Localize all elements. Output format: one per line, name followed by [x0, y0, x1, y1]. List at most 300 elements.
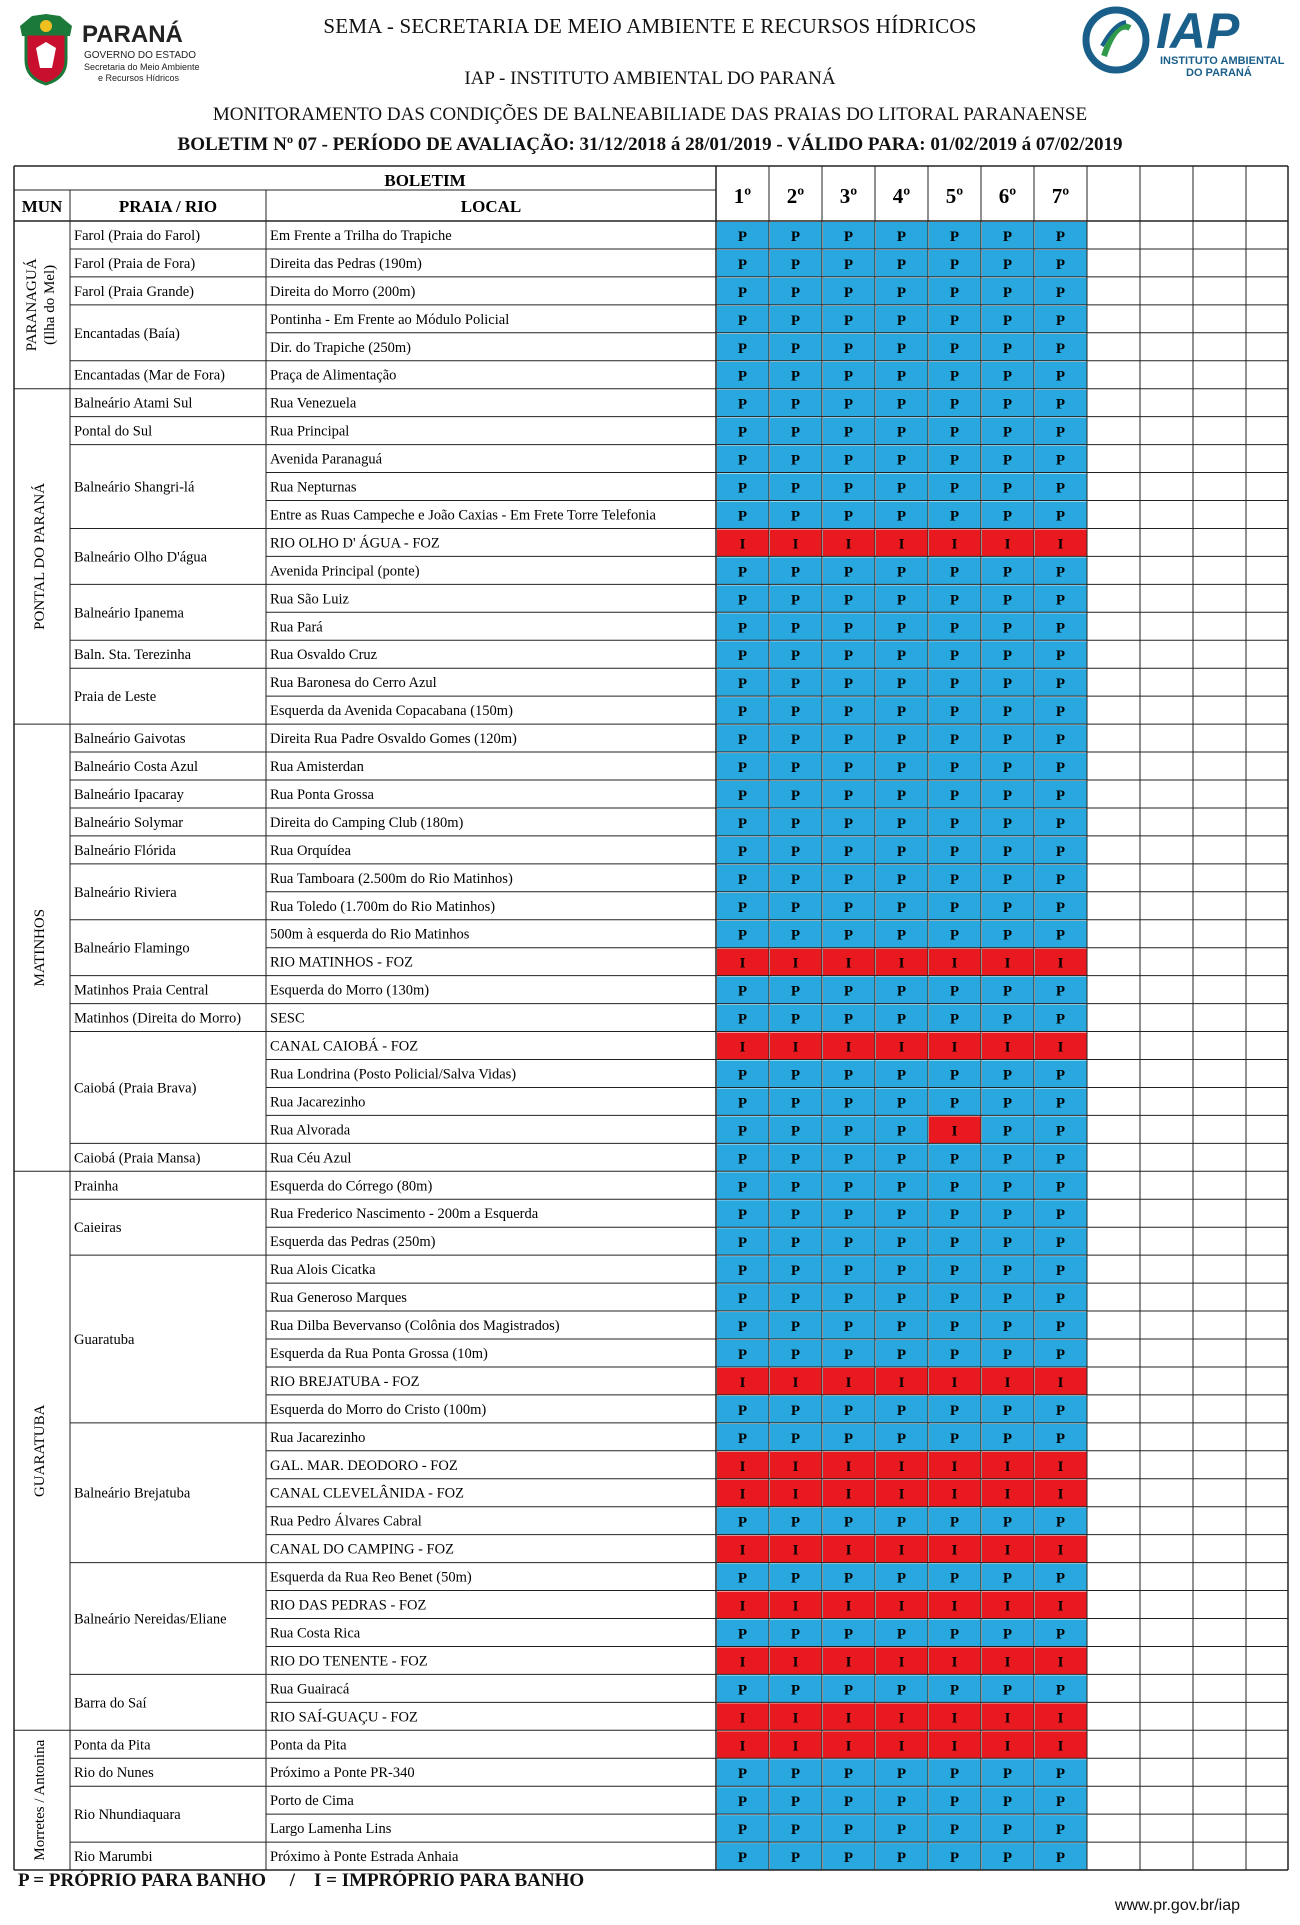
status-letter: P — [896, 1402, 907, 1419]
status-letter: P — [843, 1123, 854, 1140]
status-letter: P — [737, 787, 748, 804]
status-letter: P — [737, 424, 748, 441]
local-name: Rua Tamboara (2.500m do Rio Matinhos) — [270, 870, 513, 887]
status-letter: P — [790, 228, 801, 245]
local-name: Esquerda do Córrego (80m) — [270, 1178, 433, 1195]
status-letter: P — [949, 1011, 960, 1028]
praia-name: Balneário Flamingo — [74, 940, 190, 957]
status-letter: P — [1055, 592, 1066, 609]
status-letter: P — [896, 312, 907, 329]
praia-name: Balneário Costa Azul — [74, 759, 199, 776]
status-letter: P — [737, 704, 748, 721]
status-letter: P — [790, 1346, 801, 1363]
status-letter: P — [949, 676, 960, 693]
praia-name: Balneário Solymar — [74, 814, 184, 831]
status-letter: P — [737, 1319, 748, 1336]
local-name: Direita do Camping Club (180m) — [270, 814, 464, 831]
status-letter: P — [1002, 1067, 1013, 1084]
status-letter: I — [1057, 536, 1064, 553]
status-letter: P — [896, 871, 907, 888]
status-letter: P — [949, 1346, 960, 1363]
status-letter: P — [1002, 1514, 1013, 1531]
local-name: Rua Ponta Grossa — [270, 786, 374, 803]
status-letter: P — [949, 1067, 960, 1084]
status-letter: P — [790, 508, 801, 525]
status-letter: P — [896, 480, 907, 497]
status-letter: P — [843, 1794, 854, 1811]
local-name: Rua Londrina (Posto Policial/Salva Vidas) — [270, 1066, 517, 1083]
status-letter: P — [843, 1319, 854, 1336]
status-letter: P — [843, 340, 854, 357]
local-name: Rua Guairacá — [270, 1681, 350, 1698]
status-letter: P — [949, 1291, 960, 1308]
status-letter: P — [1002, 592, 1013, 609]
status-letter: P — [1055, 899, 1066, 916]
status-letter: P — [843, 787, 854, 804]
status-letter: P — [1055, 1794, 1066, 1811]
status-letter: I — [792, 1486, 799, 1503]
status-letter: P — [790, 1123, 801, 1140]
status-letter: I — [951, 1598, 958, 1615]
status-letter: P — [949, 760, 960, 777]
local-name: Largo Lamenha Lins — [270, 1821, 392, 1838]
status-letter: P — [843, 927, 854, 944]
local-name: Rua Alvorada — [270, 1122, 351, 1139]
status-letter: P — [1055, 340, 1066, 357]
status-letter: I — [1057, 1738, 1064, 1755]
status-letter: P — [896, 1151, 907, 1168]
status-letter: I — [951, 1486, 958, 1503]
status-letter: I — [1057, 1039, 1064, 1056]
status-letter: P — [843, 648, 854, 665]
local-name: Rua Céu Azul — [270, 1150, 352, 1167]
status-letter: P — [896, 592, 907, 609]
status-letter: P — [896, 927, 907, 944]
status-letter: I — [1004, 1374, 1011, 1391]
local-name: GAL. MAR. DEODORO - FOZ — [270, 1457, 458, 1474]
status-letter: P — [1055, 1514, 1066, 1531]
status-letter: I — [898, 1598, 905, 1615]
iap-logo-name: IAP — [1156, 3, 1240, 59]
status-letter: P — [843, 1766, 854, 1783]
status-letter: P — [737, 1514, 748, 1531]
status-letter: P — [949, 1207, 960, 1224]
parana-logo-sub3: e Recursos Hídricos — [98, 73, 180, 83]
status-letter: P — [949, 424, 960, 441]
status-letter: P — [843, 983, 854, 1000]
header-week-6: 6º — [998, 184, 1017, 208]
local-name: Rua Amisterdan — [270, 759, 364, 776]
status-letter: P — [1002, 284, 1013, 301]
status-letter: P — [737, 508, 748, 525]
status-letter: P — [896, 452, 907, 469]
status-letter: I — [1004, 1039, 1011, 1056]
status-letter: P — [1002, 927, 1013, 944]
status-letter: P — [896, 1263, 907, 1280]
status-letter: P — [896, 843, 907, 860]
status-letter: I — [898, 1458, 905, 1475]
local-name: Próximo a Ponte PR-340 — [270, 1765, 415, 1782]
local-name: Rua Costa Rica — [270, 1625, 361, 1642]
status-letter: P — [949, 648, 960, 665]
status-letter: P — [1002, 1346, 1013, 1363]
status-letter: P — [737, 732, 748, 749]
status-letter: P — [949, 1794, 960, 1811]
status-letter: P — [896, 1626, 907, 1643]
status-letter: P — [1055, 760, 1066, 777]
status-letter: P — [843, 871, 854, 888]
status-letter: P — [896, 732, 907, 749]
status-letter: P — [737, 1291, 748, 1308]
status-letter: P — [949, 1626, 960, 1643]
status-letter: P — [1002, 1263, 1013, 1280]
status-letter: P — [1002, 1095, 1013, 1112]
status-letter: P — [737, 1430, 748, 1447]
local-name: RIO DO TENENTE - FOZ — [270, 1653, 428, 1670]
praia-name: Rio do Nunes — [74, 1765, 154, 1782]
iap-logo-sub2: DO PARANÁ — [1186, 67, 1252, 79]
status-letter: P — [949, 1402, 960, 1419]
status-letter: P — [1055, 1430, 1066, 1447]
status-letter: I — [792, 1374, 799, 1391]
praia-name: Praia de Leste — [74, 689, 157, 706]
status-letter: P — [790, 564, 801, 581]
status-letter: P — [843, 592, 854, 609]
status-letter: P — [949, 1179, 960, 1196]
status-letter: P — [1002, 1123, 1013, 1140]
status-letter: I — [898, 536, 905, 553]
local-name: Próximo à Ponte Estrada Anhaia — [270, 1849, 459, 1866]
status-letter: P — [843, 368, 854, 385]
status-letter: P — [790, 424, 801, 441]
header-local: LOCAL — [460, 197, 522, 216]
status-letter: P — [790, 396, 801, 413]
status-letter: P — [949, 1514, 960, 1531]
status-letter: P — [843, 1067, 854, 1084]
footer-url[interactable]: www.pr.gov.br/iap — [1114, 1897, 1240, 1914]
status-letter: P — [1002, 899, 1013, 916]
praia-name: Balneário Atami Sul — [74, 395, 193, 412]
status-letter: P — [1002, 1207, 1013, 1224]
header-mun: MUN — [21, 197, 63, 216]
status-letter: P — [1002, 704, 1013, 721]
status-letter: P — [843, 1235, 854, 1252]
status-letter: P — [790, 732, 801, 749]
status-letter: P — [1002, 676, 1013, 693]
status-letter: I — [792, 1458, 799, 1475]
status-letter: P — [790, 1822, 801, 1839]
status-letter: P — [737, 1263, 748, 1280]
header-week-7: 7º — [1051, 184, 1070, 208]
local-name: Avenida Principal (ponte) — [270, 563, 420, 580]
status-letter: P — [790, 760, 801, 777]
status-letter: I — [792, 1710, 799, 1727]
status-letter: P — [737, 760, 748, 777]
status-letter: I — [739, 1598, 746, 1615]
status-letter: P — [1055, 648, 1066, 665]
status-letter: P — [949, 927, 960, 944]
status-letter: P — [1002, 871, 1013, 888]
local-name: Rua Pedro Álvares Cabral — [270, 1513, 422, 1530]
status-letter: P — [843, 732, 854, 749]
local-name: Esquerda da Rua Ponta Grossa (10m) — [270, 1345, 488, 1362]
status-letter: I — [951, 1654, 958, 1671]
status-letter: P — [737, 1682, 748, 1699]
status-letter: P — [843, 899, 854, 916]
header-praia: PRAIA / RIO — [118, 197, 218, 216]
status-letter: I — [1004, 955, 1011, 972]
status-letter: I — [951, 1738, 958, 1755]
local-name: CANAL CLEVELÂNIDA - FOZ — [270, 1485, 464, 1502]
status-letter: P — [1002, 1179, 1013, 1196]
status-letter: P — [1055, 1850, 1066, 1867]
praia-name: Balneário Ipacaray — [74, 786, 184, 803]
status-letter: P — [843, 1346, 854, 1363]
status-letter: P — [1002, 1291, 1013, 1308]
status-letter: P — [790, 1766, 801, 1783]
status-letter: P — [1002, 760, 1013, 777]
status-letter: P — [843, 312, 854, 329]
status-letter: P — [790, 1291, 801, 1308]
status-letter: P — [843, 1402, 854, 1419]
local-name: Rua Frederico Nascimento - 200m a Esquerda — [270, 1206, 539, 1223]
status-letter: P — [949, 480, 960, 497]
status-letter: P — [896, 564, 907, 581]
status-letter: I — [898, 1039, 905, 1056]
praia-name: Encantadas (Baía) — [74, 325, 180, 342]
status-letter: P — [1002, 1766, 1013, 1783]
local-name: SESC — [270, 1010, 305, 1027]
status-letter: P — [843, 1570, 854, 1587]
status-letter: P — [949, 1822, 960, 1839]
parana-logo-sub2: Secretaria do Meio Ambiente — [84, 62, 200, 72]
status-letter: P — [896, 368, 907, 385]
status-letter: P — [1055, 815, 1066, 832]
status-letter: P — [737, 871, 748, 888]
status-letter: P — [790, 1151, 801, 1168]
header-week-4: 4º — [892, 184, 911, 208]
status-letter: P — [737, 1123, 748, 1140]
status-letter: P — [737, 927, 748, 944]
status-letter: P — [843, 704, 854, 721]
status-letter: I — [792, 1542, 799, 1559]
status-letter: I — [792, 536, 799, 553]
status-letter: I — [845, 1374, 852, 1391]
status-letter: I — [1004, 1458, 1011, 1475]
status-letter: P — [737, 228, 748, 245]
status-letter: P — [949, 732, 960, 749]
status-letter: P — [949, 787, 960, 804]
status-letter: P — [1055, 1179, 1066, 1196]
status-letter: P — [843, 1430, 854, 1447]
status-letter: I — [951, 1374, 958, 1391]
status-letter: P — [1055, 256, 1066, 273]
local-name: Rua Principal — [270, 423, 350, 440]
status-letter: P — [790, 1207, 801, 1224]
header-monitoramento: MONITORAMENTO DAS CONDIÇÕES DE BALNEABILIADE DAS PRAIAS DO LITORAL PARANAENSE — [212, 104, 1088, 125]
praia-name: Guaratuba — [74, 1332, 135, 1348]
status-letter: P — [896, 1123, 907, 1140]
status-letter: P — [949, 704, 960, 721]
status-letter: P — [1002, 564, 1013, 581]
status-letter: P — [737, 312, 748, 329]
status-letter: P — [790, 1682, 801, 1699]
status-letter: P — [1055, 1263, 1066, 1280]
status-letter: I — [951, 1458, 958, 1475]
status-letter: P — [790, 1011, 801, 1028]
municipality-name: Morretes / Antonina — [32, 1739, 48, 1861]
status-letter: I — [1057, 1374, 1064, 1391]
status-letter: I — [739, 1486, 746, 1503]
status-letter: P — [737, 256, 748, 273]
status-letter: P — [737, 648, 748, 665]
praia-name: Balneário Shangri-lá — [74, 479, 195, 496]
status-letter: P — [1055, 1151, 1066, 1168]
status-letter: P — [1002, 424, 1013, 441]
status-letter: I — [739, 1374, 746, 1391]
status-letter: P — [949, 228, 960, 245]
status-letter: P — [1002, 648, 1013, 665]
status-letter: P — [843, 1095, 854, 1112]
status-letter: P — [949, 452, 960, 469]
status-letter: P — [1055, 368, 1066, 385]
praia-name: Balneário Olho D'água — [74, 549, 208, 566]
header-secretaria: SEMA - SECRETARIA DE MEIO AMBIENTE E RECURSOS HÍDRICOS — [323, 14, 977, 38]
status-letter: P — [790, 312, 801, 329]
local-name: Em Frente a Trilha do Trapiche — [270, 227, 452, 244]
local-name: Rua Venezuela — [270, 395, 357, 412]
status-letter: I — [845, 536, 852, 553]
local-name: Esquerda do Morro (130m) — [270, 982, 430, 999]
praia-name: Rio Marumbi — [74, 1849, 153, 1866]
status-letter: P — [1055, 312, 1066, 329]
local-name: Entre as Ruas Campeche e João Caxias - Em Frete Torre Telefonia — [270, 507, 656, 524]
local-name: RIO DAS PEDRAS - FOZ — [270, 1597, 427, 1614]
status-letter: I — [845, 955, 852, 972]
status-letter: P — [949, 843, 960, 860]
status-letter: I — [845, 1458, 852, 1475]
status-letter: I — [1004, 1598, 1011, 1615]
praia-name: Farol (Praia Grande) — [74, 283, 194, 300]
status-letter: P — [1055, 480, 1066, 497]
status-letter: P — [843, 1850, 854, 1867]
local-name: Rua Orquídea — [270, 842, 351, 859]
local-name: Rua Dilba Bevervanso (Colônia dos Magistrados) — [270, 1318, 560, 1335]
local-name: Ponta da Pita — [270, 1737, 347, 1754]
local-name: Rua Generoso Marques — [270, 1290, 407, 1307]
status-letter: P — [1055, 1822, 1066, 1839]
local-name: Praça de Alimentação — [270, 367, 397, 384]
local-name: 500m à esquerda do Rio Matinhos — [270, 926, 470, 943]
status-letter: P — [896, 256, 907, 273]
status-letter: P — [949, 899, 960, 916]
status-letter: P — [737, 368, 748, 385]
status-letter: P — [737, 1067, 748, 1084]
status-letter: P — [843, 815, 854, 832]
praia-name: Matinhos Praia Central — [74, 982, 209, 999]
praia-name: Matinhos (Direita do Morro) — [74, 1010, 242, 1027]
status-letter: P — [896, 1850, 907, 1867]
status-letter: P — [1055, 1207, 1066, 1224]
status-letter: I — [951, 1542, 958, 1559]
status-letter: P — [790, 1319, 801, 1336]
status-letter: P — [1055, 1291, 1066, 1308]
status-letter: P — [790, 368, 801, 385]
status-letter: P — [1055, 284, 1066, 301]
status-letter: P — [843, 620, 854, 637]
status-letter: P — [737, 396, 748, 413]
status-letter: P — [843, 843, 854, 860]
status-letter: P — [896, 1067, 907, 1084]
status-letter: I — [951, 536, 958, 553]
status-letter: P — [737, 1235, 748, 1252]
municipality-name: GUARATUBA — [32, 1404, 48, 1498]
status-letter: P — [737, 1850, 748, 1867]
status-letter: P — [843, 256, 854, 273]
status-letter: P — [896, 1570, 907, 1587]
local-name: RIO SAÍ-GUAÇU - FOZ — [270, 1709, 418, 1726]
status-letter: I — [739, 1710, 746, 1727]
status-letter: P — [949, 1235, 960, 1252]
status-letter: P — [1055, 704, 1066, 721]
header-instituto: IAP - INSTITUTO AMBIENTAL DO PARANÁ — [464, 68, 836, 89]
status-letter: P — [737, 480, 748, 497]
status-letter: P — [843, 508, 854, 525]
status-letter: P — [790, 620, 801, 637]
status-letter: I — [1004, 536, 1011, 553]
status-letter: P — [790, 983, 801, 1000]
local-name: Porto de Cima — [270, 1793, 354, 1810]
status-letter: P — [1002, 1794, 1013, 1811]
status-letter: P — [737, 815, 748, 832]
status-letter: P — [1002, 1626, 1013, 1643]
status-letter: P — [790, 1570, 801, 1587]
status-letter: P — [737, 1766, 748, 1783]
status-letter: P — [790, 592, 801, 609]
status-letter: P — [896, 1179, 907, 1196]
local-name: RIO OLHO D' ÁGUA - FOZ — [270, 535, 440, 552]
status-letter: P — [1002, 228, 1013, 245]
praia-name: Caiobá (Praia Brava) — [74, 1080, 197, 1097]
status-letter: P — [1055, 927, 1066, 944]
status-letter: P — [896, 676, 907, 693]
status-letter: I — [792, 1654, 799, 1671]
status-letter: I — [898, 1710, 905, 1727]
status-letter: P — [1055, 1766, 1066, 1783]
header-week-1: 1º — [733, 184, 752, 208]
header-week-5: 5º — [945, 184, 964, 208]
status-letter: P — [896, 983, 907, 1000]
status-letter: P — [790, 256, 801, 273]
status-letter: I — [845, 1710, 852, 1727]
status-letter: I — [739, 955, 746, 972]
status-letter: P — [737, 592, 748, 609]
header-boletim: BOLETIM Nº 07 - PERÍODO DE AVALIAÇÃO: 31/12/2018 á 28/01/2019 - VÁLIDO PARA: 01/02/2019 á 07/02/2019 — [177, 134, 1123, 155]
legend: P = PRÓPRIO PARA BANHO / I = IMPRÓPRIO PARA BANHO — [18, 1870, 585, 1891]
status-letter: P — [1055, 843, 1066, 860]
praia-name: Balneário Brejatuba — [74, 1485, 191, 1502]
status-letter: P — [896, 1291, 907, 1308]
status-letter: P — [790, 1095, 801, 1112]
status-letter: P — [949, 815, 960, 832]
status-letter: P — [1002, 368, 1013, 385]
status-letter: P — [896, 704, 907, 721]
status-letter: P — [1002, 1011, 1013, 1028]
status-letter: P — [1002, 843, 1013, 860]
status-letter: P — [1055, 871, 1066, 888]
praia-name: Pontal do Sul — [74, 423, 153, 440]
status-letter: P — [1055, 1682, 1066, 1699]
